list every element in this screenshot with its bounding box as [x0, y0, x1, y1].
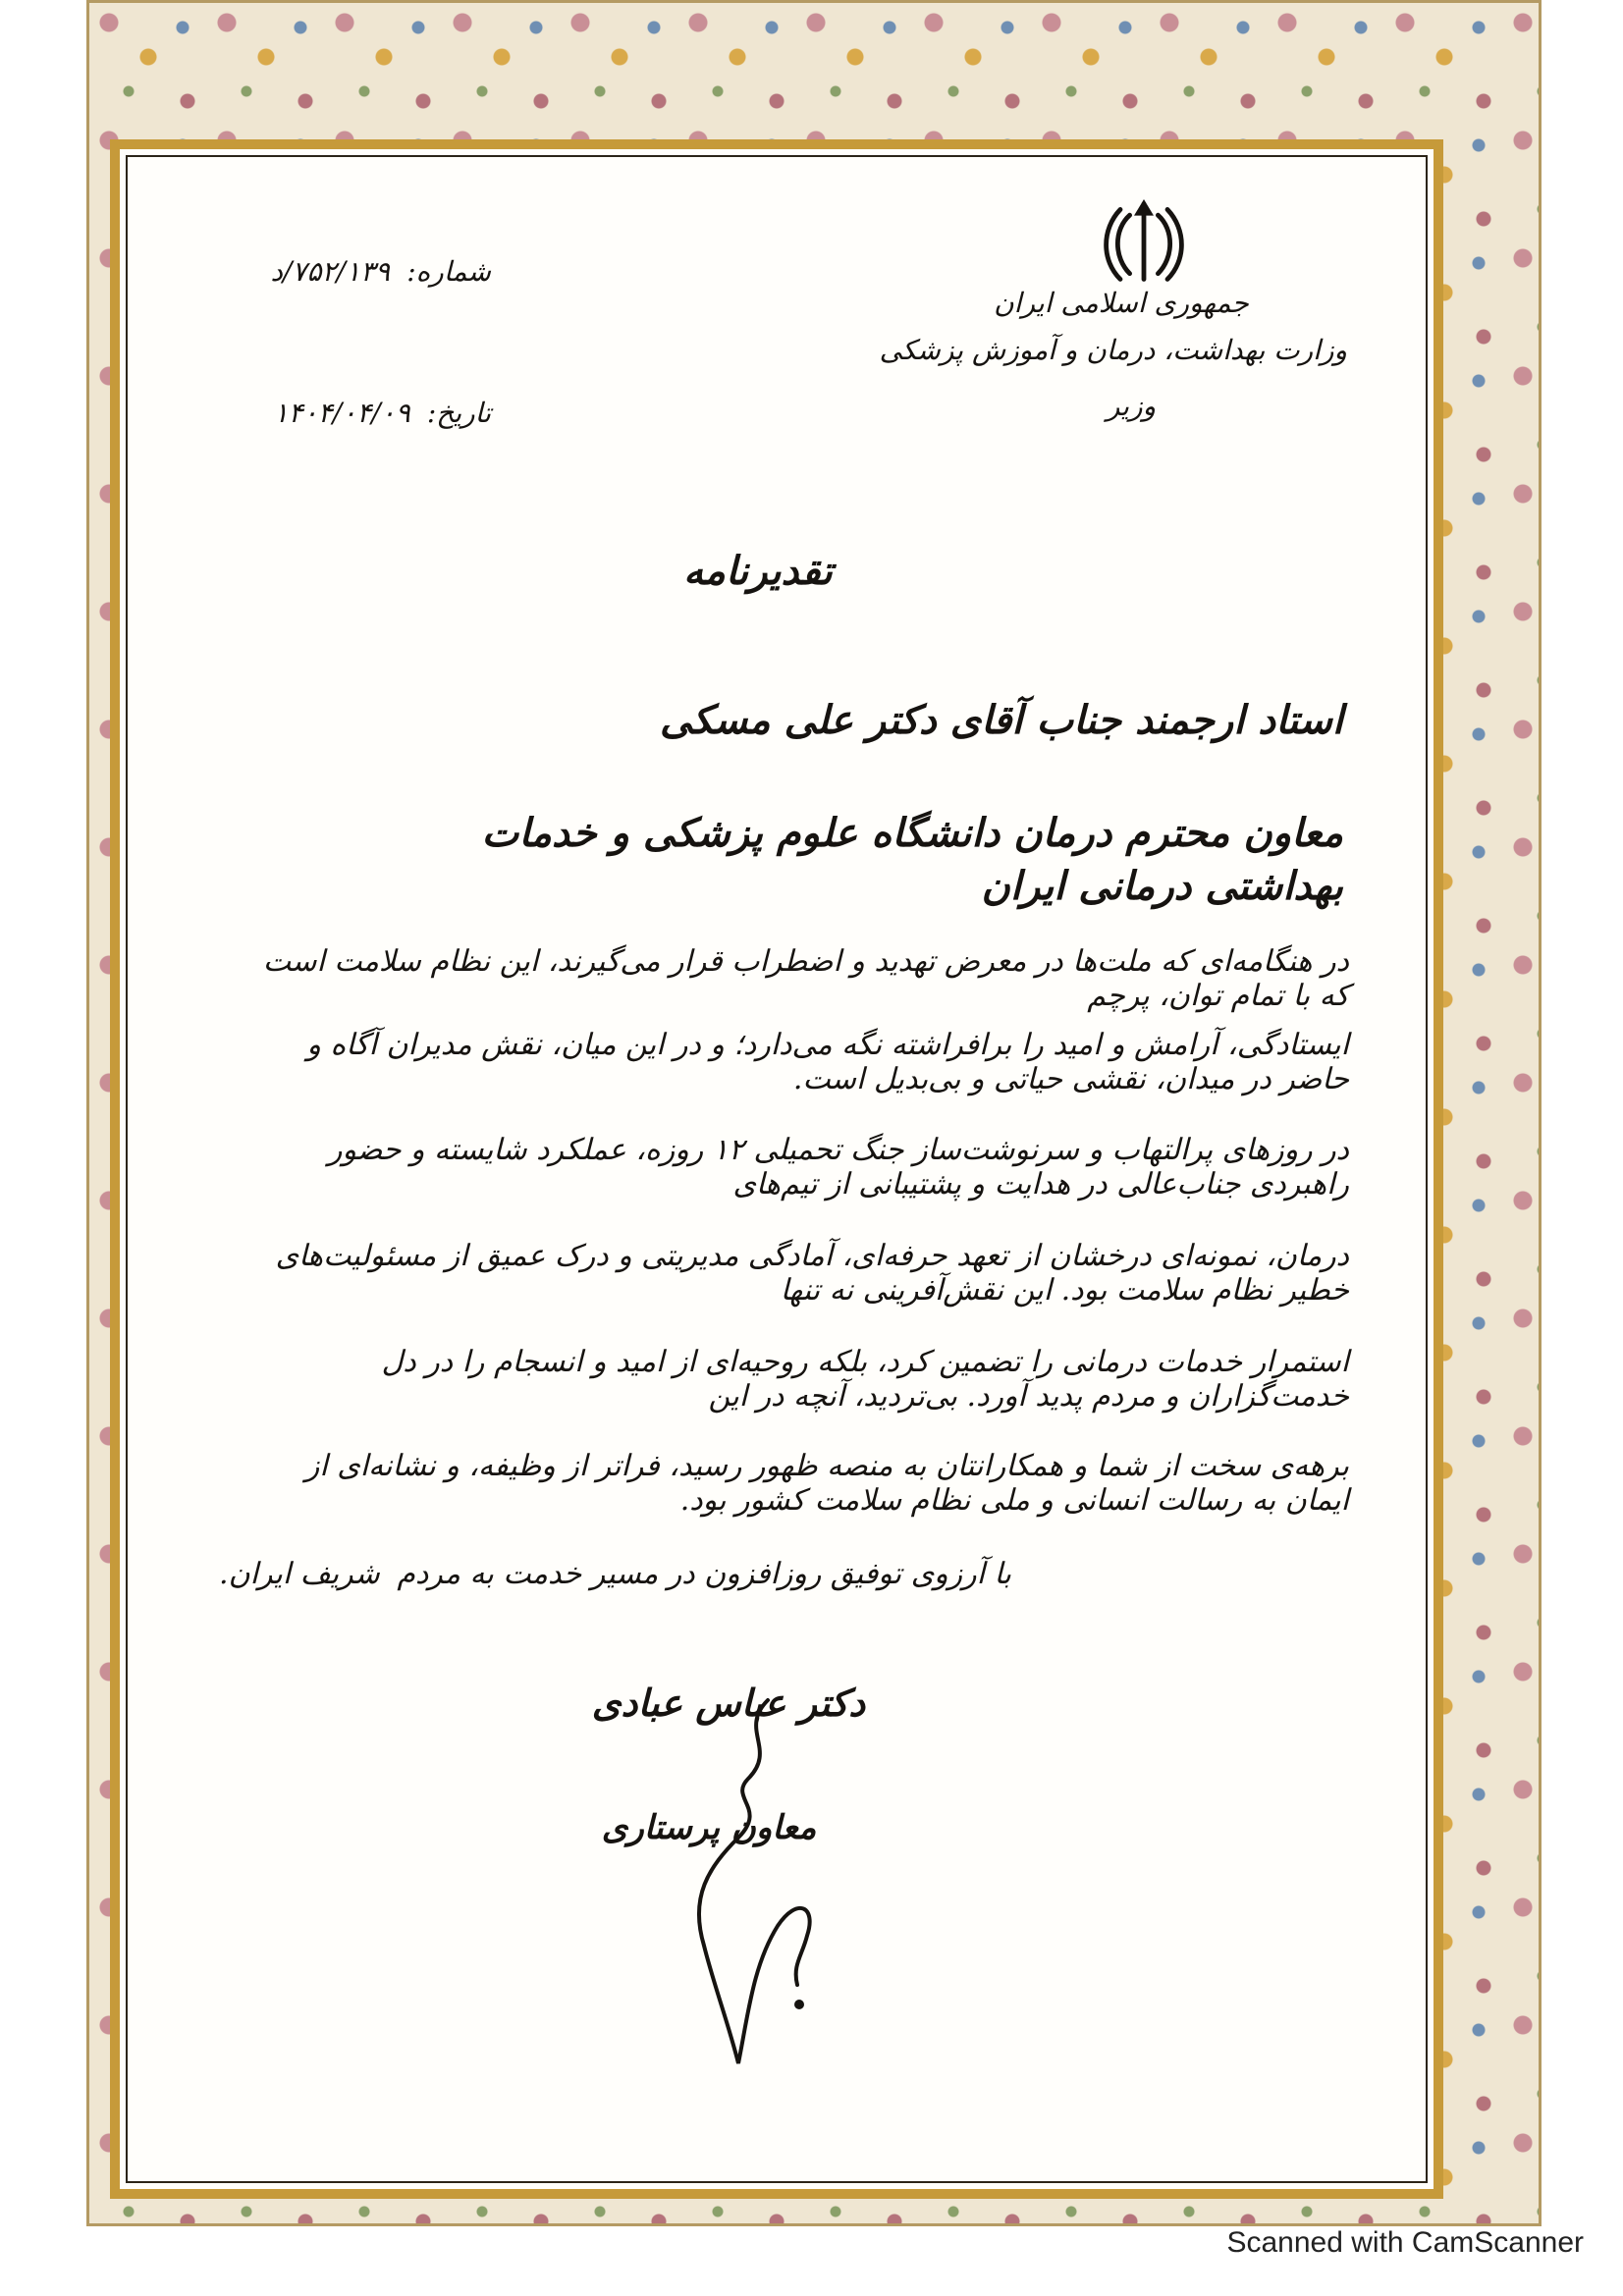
letter-date-row: [274, 397, 491, 429]
iran-emblem-icon: [1097, 196, 1191, 291]
number-value: ۷۵۲/۱۳۹/د: [270, 255, 391, 288]
number-label: شماره:: [406, 255, 491, 288]
body-line-3: در روزهای پرالتهاب و سرنوشت‌ساز جنگ تحمیلی ۱۲ روزه، عملکرد شایسته و حضور راهبردی جناب‌عالی در هدایت و پشتیبانی از تیم‌های: [327, 1133, 1349, 1201]
body-line-4: درمان، نمونه‌ای درخشان از تعهد حرفه‌ای، آمادگی مدیریتی و درک عمیق از مسئولیت‌های خطیر نظام سلامت بود. این نقش‌آفرینی نه تنها: [275, 1239, 1349, 1308]
body-line-6: برهه‌ی سخت از شما و همکارانتان به منصه ظهور رسید، فراتر از وظیفه، و نشانه‌ای از ایمان به رسالت انسانی و ملی نظام سلامت کشور بود.: [304, 1449, 1349, 1518]
signer-name: دکتر عباس عبادی: [591, 1681, 866, 1725]
letter-paper: [110, 139, 1443, 2199]
scanner-watermark: Scanned with CamScanner: [1226, 2226, 1584, 2259]
closing-text: با آرزوی توفیق روزافزون در مسیر خدمت به مردم: [397, 1557, 1011, 1591]
date-value: ۱۴۰۴/۰۴/۰۹: [273, 397, 410, 429]
ministry-heading: وزارت بهداشت، درمان و آموزش پزشکی: [879, 334, 1347, 366]
letter-number-row: [271, 255, 491, 288]
office-heading: وزیر: [1106, 390, 1157, 422]
closing-text-end: شریف ایران.: [219, 1557, 380, 1591]
handwritten-signature: [630, 1671, 886, 2083]
letter-title: تقدیرنامه: [683, 548, 833, 594]
addressee-name: استاد ارجمند جناب آقای دکتر علی مسکی: [660, 697, 1343, 743]
addressee-position: معاون محترم درمان دانشگاه علوم پزشکی و خدمات بهداشتی درمانی ایران: [481, 810, 1343, 909]
closing-line-1: [219, 1557, 1011, 1591]
signer-role: معاون پرستاری: [601, 1808, 817, 1847]
republic-heading: جمهوری اسلامی ایران: [994, 287, 1249, 319]
body-line-5: استمرار خدمات درمانی را تضمین کرد، بلکه روحیه‌ای از امید و انسجام را در دل خدمت‌گزاران و مردم پدید آورد. بی‌تردید، آنچه در این: [381, 1345, 1349, 1414]
body-line-2: ایستادگی، آرامش و امید را برافراشته نگه می‌دارد؛ و در این میان، نقش مدیران آگاه و حاضر در میدان، نقشی حیاتی و بی‌بدیل است.: [306, 1028, 1349, 1096]
date-label: تاریخ:: [426, 397, 491, 429]
body-line-1: در هنگامه‌ای که ملت‌ها در معرض تهدید و اضطراب قرار می‌گیرند، این نظام سلامت است که با تمام توان، پرچم: [262, 944, 1349, 1013]
